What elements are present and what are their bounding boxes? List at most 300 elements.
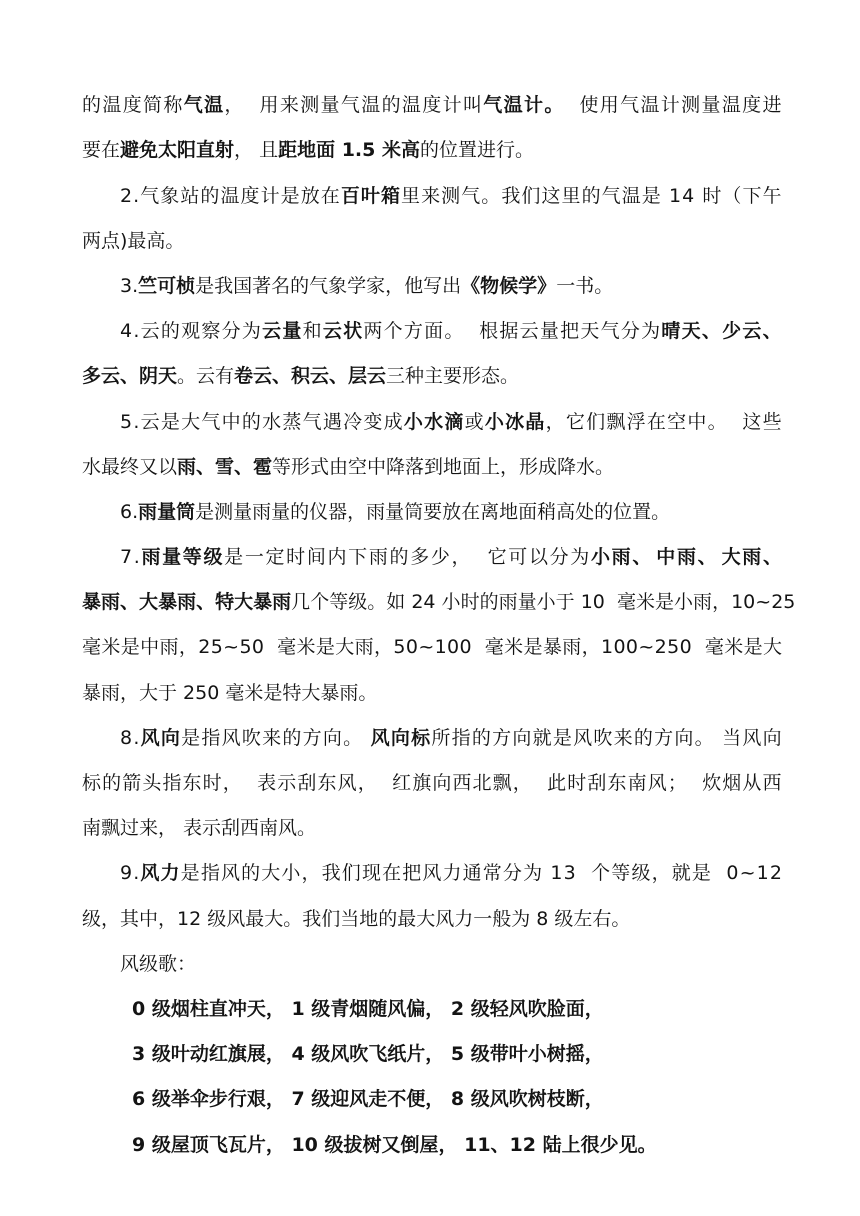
text-char: 叫 (462, 94, 482, 116)
text-char: 为 (570, 546, 590, 568)
bold-char: 雨 (272, 591, 292, 613)
text-char: 东 (182, 772, 202, 794)
text-char: 度 (742, 94, 762, 116)
text-char: 是 (160, 411, 180, 433)
text-char: 就 (671, 862, 691, 884)
text-char: 的 (82, 94, 102, 116)
text-char: 几 (291, 591, 311, 613)
text-char: 测 (441, 185, 461, 207)
text-run: 级，其中，12 级风最大。我们当地的最大风力一般为 8 级左右。 (82, 908, 631, 930)
bold-char: 状 (343, 320, 363, 342)
bold-char: 特 (215, 591, 235, 613)
text-char: 西 (452, 772, 472, 794)
bold-char: 、 (697, 546, 717, 568)
text-char: 米 (101, 636, 121, 658)
text-char: 向 (762, 727, 782, 749)
text-char (252, 91, 258, 119)
text-char: 个 (310, 591, 330, 613)
text-char: 5 (667, 636, 680, 658)
text-char: 1 (550, 862, 563, 884)
text-char: 气 (340, 94, 360, 116)
bold-term: 雨量筒 (138, 501, 196, 523)
text-run: 等形式由空中降落到地面上，形成降水。 (272, 456, 615, 478)
text-run: 要在 (82, 139, 121, 161)
text-line (120, 724, 782, 752)
text-char: 2 (769, 862, 782, 884)
text-char: 雨 (368, 546, 388, 568)
text-char: 是 (641, 185, 661, 207)
text-char (698, 633, 704, 661)
bold-char: 风 (370, 727, 390, 749)
text-char: 温 (721, 94, 741, 116)
text-char: 5 (210, 636, 223, 658)
bold-char: 雨 (177, 591, 197, 613)
text-line (82, 453, 782, 481)
bold-char: 云 (262, 320, 282, 342)
text-char: 是 (552, 727, 572, 749)
text-run: 风级歌： (120, 953, 197, 975)
text-line (120, 182, 782, 210)
text-char (378, 769, 384, 797)
text-char: 飘 (492, 772, 512, 794)
text-char: 0 (726, 862, 739, 884)
text-char: 观 (181, 320, 201, 342)
text-char: 5 (239, 636, 252, 658)
text-char: 个 (383, 320, 403, 342)
text-char: 。 (707, 411, 727, 433)
text-char: 风 (220, 862, 240, 884)
text-char (478, 633, 484, 661)
text-char: 是 (181, 727, 201, 749)
bold-char: 。 (544, 94, 564, 116)
text-char: ， (357, 772, 377, 794)
text-char: 温 (361, 94, 381, 116)
bold-term: 竺可桢 (138, 275, 196, 297)
text-char: ， (178, 636, 198, 658)
text-char: 暴 (542, 636, 562, 658)
text-char: 是 (523, 636, 543, 658)
bold-char: 向 (390, 727, 410, 749)
text-char: ， (451, 546, 471, 568)
text-char: 使 (579, 94, 599, 116)
text-line (82, 679, 782, 707)
text-char: 风 (742, 727, 762, 749)
text-char: 0 (625, 636, 639, 658)
text-char: 的 (282, 727, 302, 749)
text-char: 温 (621, 185, 641, 207)
bold-char: 、 (762, 546, 782, 568)
text-char (245, 91, 251, 119)
text-char: 等 (611, 862, 631, 884)
text-char (533, 769, 539, 797)
text-char: ； (667, 772, 687, 794)
text-run: 三种主要形态。 (386, 365, 520, 387)
text-char (712, 859, 718, 887)
text-char: 米 (504, 636, 524, 658)
text-char: 量 (517, 591, 537, 613)
text-char: 下 (742, 185, 762, 207)
text-char: 米 (636, 591, 656, 613)
text-char: 等 (329, 591, 349, 613)
text-char: ， (545, 411, 565, 433)
text-char: 刮 (297, 772, 317, 794)
bold-char: 等 (182, 546, 202, 568)
text-char: 于 (555, 591, 575, 613)
text-char: 2 (654, 636, 667, 658)
bold-char: 少 (722, 320, 742, 342)
text-char: 5 (393, 636, 406, 658)
text-char (688, 769, 694, 797)
text-char: 标 (82, 772, 102, 794)
text-char: 指 (201, 727, 221, 749)
text-char: 0 (679, 636, 692, 658)
bold-char: 气 (483, 94, 503, 116)
text-char: 时 (202, 772, 222, 794)
text-char (572, 91, 578, 119)
text-char: 。 (694, 727, 714, 749)
text-char: 大 (181, 411, 201, 433)
bold-char: 中 (656, 546, 676, 568)
text-char: 以 (528, 546, 548, 568)
text-char: . (133, 411, 140, 433)
bold-char: 大 (139, 591, 159, 613)
bold-char: 量 (162, 546, 182, 568)
text-char (662, 182, 668, 210)
text-char: 这 (541, 185, 561, 207)
text-char: 是 (180, 862, 200, 884)
text-char: . (133, 320, 140, 342)
text-char: 毫 (704, 636, 724, 658)
text-char (719, 859, 725, 887)
text-char: 2 (198, 636, 211, 658)
text-char: 的 (471, 727, 491, 749)
text-char: 温 (640, 94, 660, 116)
text-run: 是我国著名的气象学家，他写出 (195, 275, 462, 297)
bold-char: 雨 (101, 591, 121, 613)
text-char: 们 (586, 411, 606, 433)
text-char: 来 (613, 727, 633, 749)
text-char: 是 (224, 546, 244, 568)
text-char (728, 408, 734, 436)
text-char: 时 (286, 546, 306, 568)
text-char: 就 (532, 727, 552, 749)
text-char: 力 (442, 862, 462, 884)
text-char: 冷 (343, 411, 363, 433)
text-char: 级 (631, 862, 651, 884)
bold-term: 避免太阳直射 (120, 139, 235, 161)
bold-char: 雨 (611, 546, 631, 568)
text-char: 我 (321, 862, 341, 884)
text-char: . (133, 862, 140, 884)
text-char: 示 (277, 772, 297, 794)
text-char: 成 (383, 411, 403, 433)
text-char (250, 769, 256, 797)
text-char: 是 (280, 185, 300, 207)
text-char: 的 (389, 546, 409, 568)
text-char: 分 (221, 320, 241, 342)
text-line (120, 498, 782, 526)
text-char: 站 (180, 185, 200, 207)
text-char: 云 (140, 411, 160, 433)
text-char: 它 (565, 411, 585, 433)
text-char: ， (712, 591, 732, 613)
text-char: 米 (724, 636, 744, 658)
text-char: 把 (560, 320, 580, 342)
text-char: 向 (322, 727, 342, 749)
text-char: ~ (223, 636, 240, 658)
text-char: 气 (600, 320, 620, 342)
text-char (465, 317, 471, 345)
text-char (243, 769, 249, 797)
text-char: 放 (300, 185, 320, 207)
text-char: 如 (386, 591, 406, 613)
text-char: 的 (200, 185, 220, 207)
text-char: 分 (549, 546, 569, 568)
text-char (577, 859, 583, 887)
poem-line (132, 1131, 832, 1159)
text-char: 们 (521, 185, 541, 207)
text-line (82, 136, 782, 164)
text-char: 雨 (498, 591, 518, 613)
text-char: 中 (140, 636, 160, 658)
text-char: 度 (422, 94, 442, 116)
text-char: 吹 (593, 727, 613, 749)
text-run: 6. (120, 501, 139, 523)
text-char (363, 724, 369, 752)
text-char: 1 (756, 862, 769, 884)
text-char: 用 (599, 94, 619, 116)
text-char: 北 (472, 772, 492, 794)
text-char: . (133, 185, 140, 207)
bold-char: 小 (403, 411, 423, 433)
text-char: 。 (367, 591, 387, 613)
text-char: 中 (687, 411, 707, 433)
text-char: 遇 (322, 411, 342, 433)
bold-char: 、 (762, 320, 782, 342)
text-char (472, 633, 478, 661)
bold-char: 暴 (158, 591, 178, 613)
text-char: 从 (742, 772, 762, 794)
text-char: 里 (401, 185, 421, 207)
text-char: 4 (120, 320, 133, 342)
bold-char: 暴 (253, 591, 273, 613)
text-char: 多 (410, 546, 430, 568)
text-char: 。 (444, 320, 464, 342)
text-char: 箭 (122, 772, 142, 794)
text-run: 水最终又以 (82, 456, 178, 478)
text-char: 雨 (693, 591, 713, 613)
text-char: 气 (601, 185, 621, 207)
text-char: 米 (296, 636, 316, 658)
text-char: 内 (327, 546, 347, 568)
text-char: 东 (317, 772, 337, 794)
text-char: 午 (762, 185, 782, 207)
text-char: ， (374, 636, 394, 658)
text-line (82, 91, 782, 119)
text-char: 里 (561, 185, 581, 207)
text-char: 温 (220, 185, 240, 207)
text-char: ~ (638, 636, 655, 658)
text-line (120, 408, 782, 436)
bold-char: 雨 (742, 546, 762, 568)
text-run: 3 级叶动红旗展， 4 级风吹飞纸片， 5 级带叶小树摇， (132, 1043, 604, 1065)
text-char: 象 (160, 185, 180, 207)
text-char: 进 (762, 94, 782, 116)
text-char: （ (722, 185, 742, 207)
text-run: 的位置进行。 (419, 139, 534, 161)
text-char: 红 (392, 772, 412, 794)
text-char: 0 (447, 636, 460, 658)
text-char (540, 769, 546, 797)
text-char: 可 (508, 546, 528, 568)
text-char: 向 (432, 772, 452, 794)
text-char: 指 (451, 727, 471, 749)
text-char: 个 (591, 862, 611, 884)
text-char: 气 (201, 411, 221, 433)
text-char: 风 (647, 772, 667, 794)
text-char: 的 (479, 591, 499, 613)
bold-char: 气 (183, 94, 203, 116)
text-char: 时 (702, 185, 722, 207)
text-char: 一 (244, 546, 264, 568)
text-char: 吹 (241, 727, 261, 749)
poem-line (132, 995, 832, 1023)
text-char: 雨 (562, 636, 582, 658)
text-char (271, 633, 277, 661)
text-run: ， 且 (234, 139, 279, 161)
text-char: 度 (240, 185, 260, 207)
text-char: 来 (421, 185, 441, 207)
text-char: 温 (102, 94, 122, 116)
text-char: 7 (120, 546, 133, 568)
text-char: 计 (660, 94, 680, 116)
bold-char: 暴 (82, 591, 102, 613)
text-char: 毫 (82, 636, 102, 658)
text-char: 据 (499, 320, 519, 342)
text-char: 小 (281, 862, 301, 884)
text-line (120, 317, 782, 345)
text-char: 雨 (159, 636, 179, 658)
text-char: 方 (492, 727, 512, 749)
bold-char: 雨 (676, 546, 696, 568)
bold-char: 、 (196, 591, 216, 613)
text-line (120, 272, 782, 300)
bold-term: 多云、阴天 (82, 365, 178, 387)
text-char: ， (512, 772, 532, 794)
text-char: 间 (306, 546, 326, 568)
text-char: 或 (464, 411, 484, 433)
text-run: 。云有 (177, 365, 235, 387)
bold-char: 天 (681, 320, 701, 342)
text-char: 计 (442, 94, 462, 116)
text-char: ， (651, 862, 671, 884)
text-char: 来 (279, 94, 299, 116)
text-char: 定 (265, 546, 285, 568)
text-char: 5 (120, 411, 133, 433)
text-char: 0 (251, 636, 264, 658)
text-char (472, 543, 478, 571)
text-char: 这 (742, 411, 762, 433)
bold-char: 百 (340, 185, 360, 207)
text-line (82, 769, 782, 797)
text-char (385, 769, 391, 797)
text-run: 是测量雨量的仪器，雨量筒要放在离地面稍高处的位置。 (195, 501, 671, 523)
text-char: 0 (592, 591, 605, 613)
text-char: 时 (460, 591, 480, 613)
text-run: 暴雨，大于 250 毫米是特大暴雨。 (82, 682, 378, 704)
text-run: 南飘过来， 表示刮西南风。 (82, 817, 317, 839)
text-char: ~ (418, 636, 435, 658)
text-char: 此 (547, 772, 567, 794)
text-char: 小 (536, 591, 556, 613)
text-char: 天 (580, 320, 600, 342)
bold-char: 箱 (380, 185, 400, 207)
text-char: 向 (512, 727, 532, 749)
text-char: 浮 (626, 411, 646, 433)
text-char: 气 (140, 185, 160, 207)
text-char: 小 (441, 591, 461, 613)
text-char (715, 724, 721, 752)
text-line (82, 814, 782, 842)
text-char: 的 (581, 185, 601, 207)
bold-char: 温 (204, 94, 224, 116)
text-char: 3 (563, 862, 576, 884)
text-char: 在 (382, 862, 402, 884)
text-char: 南 (627, 772, 647, 794)
text-char: 5 (783, 591, 796, 613)
text-char: 时 (567, 772, 587, 794)
text-char: 烟 (722, 772, 742, 794)
bold-char: 水 (424, 411, 444, 433)
text-char: 和 (302, 320, 322, 342)
bold-char: 温 (503, 94, 523, 116)
text-char: 我 (501, 185, 521, 207)
text-char: 它 (487, 546, 507, 568)
text-char: 们 (341, 862, 361, 884)
text-char: 气 (302, 411, 322, 433)
text-char: 0 (405, 636, 418, 658)
bold-char: 力 (160, 862, 180, 884)
text-char: 西 (762, 772, 782, 794)
text-char: 级 (348, 591, 368, 613)
bold-char: 滴 (444, 411, 464, 433)
text-char: 东 (607, 772, 627, 794)
text-char: 是 (691, 862, 711, 884)
bold-term: 距地面 1.5 米高 (278, 139, 420, 161)
text-char: 是 (743, 636, 763, 658)
text-char: 中 (221, 411, 241, 433)
bold-char: 大 (721, 546, 741, 568)
text-char: 量 (320, 94, 340, 116)
bold-char: 向 (160, 727, 180, 749)
text-char: 1 (601, 636, 614, 658)
text-char: 在 (320, 185, 340, 207)
text-char: 9 (120, 862, 133, 884)
bold-term: 《物候学》 (461, 275, 557, 297)
text-char: 分 (502, 862, 522, 884)
text-char: 0 (459, 636, 472, 658)
text-char: 大 (261, 862, 281, 884)
bold-char: 小 (590, 546, 610, 568)
text-char: 是 (315, 636, 335, 658)
bold-char: 云 (742, 320, 762, 342)
text-char: 的 (241, 862, 261, 884)
text-char: 常 (482, 862, 502, 884)
text-char: 量 (539, 320, 559, 342)
bold-char: 、 (701, 320, 721, 342)
text-char: 蒸 (282, 411, 302, 433)
text-char: 毫 (277, 636, 297, 658)
